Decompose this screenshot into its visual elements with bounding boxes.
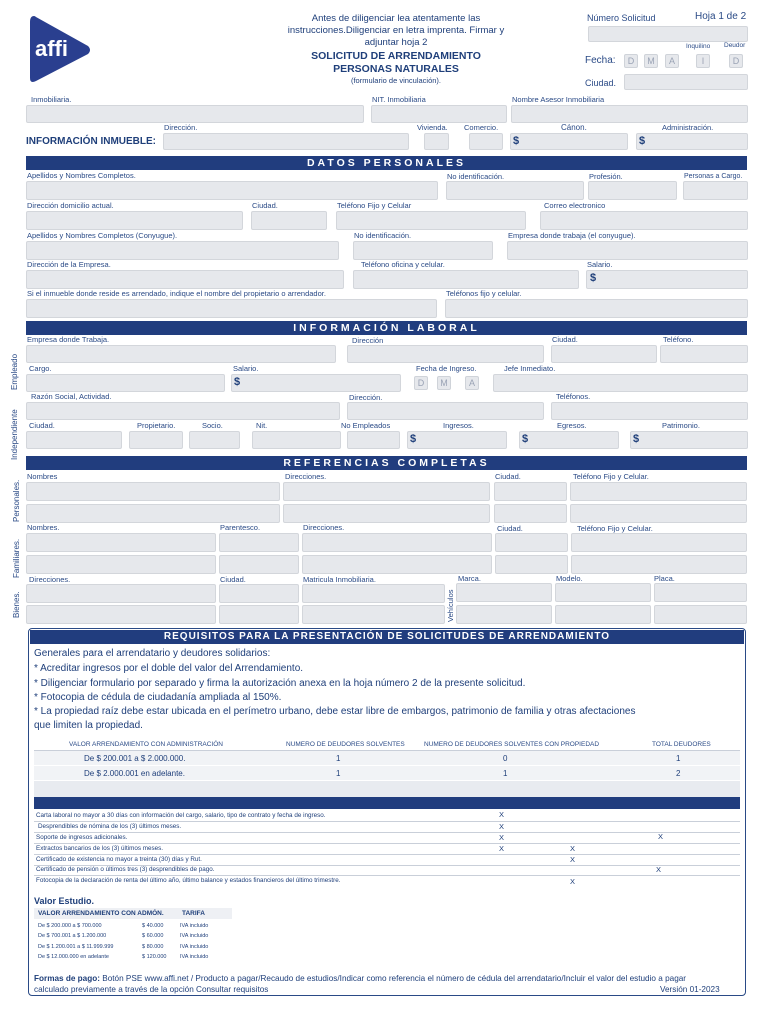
ingreso-dia-box[interactable]: D [414,376,428,390]
nit-inmobiliaria-label: NIT. Inmobiliaria [372,95,426,104]
ref-familiar-ciudad-1[interactable] [495,533,568,552]
estudio-row1-iva: IVA incluido [180,923,209,929]
estudio-row1-rango: De $ 200.000 a $ 700.000 [38,923,102,929]
row2-propiedad: 1 [503,769,508,778]
docs-header-bar [34,797,740,809]
vivienda-label: Vivienda. [417,123,448,132]
telefonos-indep-field[interactable] [551,402,748,420]
socio-field[interactable] [189,431,240,449]
apellidos-field[interactable] [26,181,438,200]
vehiculo-modelo-2[interactable] [555,605,651,624]
inquilino-box[interactable]: I [696,54,710,68]
hoja-label: Hoja 1 de 2 [695,11,747,22]
estudio-row2-iva: IVA incluido [180,933,209,939]
apellidos-conyugue-label: Apellidos y Nombres Completos (Conyugue). [27,231,178,240]
bien-direccion-1[interactable] [26,584,216,603]
salario-laboral-field[interactable] [231,374,401,392]
ingresos-label: Ingresos. [443,421,474,430]
placa-label: Placa. [654,574,675,583]
personas-cargo-field[interactable] [683,181,748,200]
direccion-indep-label: Dirección. [349,393,383,402]
formas-pago-text-1: Botón PSE www.affi.net / Producto a pagar/Recaudo de estudios/Indicar como referencia el número de cédula del arrendatario/Incluir el valor del estudio a pagar [99,974,687,983]
ref-familiar-direccion-1[interactable] [302,533,492,552]
doc-divider-3 [34,843,740,844]
ingresos-field[interactable] [407,431,507,449]
ref-familiar-telefono-1[interactable] [571,533,747,552]
comercio-label: Comercio. [464,123,499,132]
telefono-laboral-field[interactable] [660,345,748,363]
ref-familiar-direccion-2[interactable] [302,555,492,574]
apellidos-label: Apellidos y Nombres Completos. [27,171,136,180]
formas-pago [34,974,744,983]
propietario-label: Propietario. [137,421,176,430]
matricula-label: Matricula Inmobiliaria. [303,575,376,584]
formas-pago-text-2: calculado previamente a través de la opción Consultar requisitos [34,985,269,994]
referencias-bar: REFERENCIAS COMPLETAS [26,456,747,470]
th-total-deudores: TOTAL DEUDORES [652,741,711,748]
nombres-ref-label: Nombres [27,472,58,481]
doc-divider-1 [34,821,740,822]
th-valor-admin: VALOR ARRENDAMIENTO CON ADMINISTRACIÓN [69,741,223,748]
estudio-row3-iva: IVA incluido [180,944,209,950]
no-identificacion-conyugue-field[interactable] [353,241,493,260]
doc-6: Certificado de pensión o últimos tres (3) desprendibles de pago. [36,866,215,873]
instructions-line-1: Antes de diligenciar lea atentamente las [311,13,481,24]
salario-conyugue-dollar: $ [590,272,597,284]
row1-valor: De $ 200.001 a $ 2.000.000. [84,754,186,763]
affi-logo [28,14,92,86]
direcciones-ref-label: Direcciones. [285,472,327,481]
ref-personal-nombre-2[interactable] [26,504,280,523]
patrimonio-label: Patrimonio. [662,421,700,430]
ref-personal-ciudad-1[interactable] [494,482,567,501]
estudio-row3-rango: De $ 1.200.001 a $ 11.999.999 [38,944,114,950]
direccion-empresa-label: Dirección de la Empresa. [27,260,111,269]
inmueble-arrendado-label: Si el inmueble donde reside es arrendado, indique el nombre del propietario o arrendador. [27,289,326,298]
no-empleados-field[interactable] [347,431,400,449]
personales-side-label: Personales. [12,479,21,522]
telefono-oficina-label: Teléfono oficina y celular. [361,260,445,269]
empresa-conyugue-label: Empresa donde trabaja (el conyugue). [508,231,636,240]
ref-personal-telefono-1[interactable] [570,482,747,501]
ciudad-domicilio-label: Ciudad. [252,201,278,210]
cargo-field[interactable] [26,374,225,392]
vivienda-field[interactable] [424,133,449,150]
nit-indep-field[interactable] [252,431,341,449]
ref-personal-direccion-1[interactable] [283,482,490,501]
numero-solicitud-field[interactable] [588,26,748,42]
fecha-dia-box[interactable]: D [624,54,638,68]
estudio-row2-tarifa: $ 60.000 [142,933,164,939]
doc-divider-2 [34,832,740,833]
requisitos-bar: REQUISITOS PARA LA PRESENTACIÓN DE SOLICITUDES DE ARRENDAMIENTO [30,630,744,644]
ciudad-bienes-label: Ciudad. [220,575,246,584]
req-line-3: * Diligenciar formulario por separado y firma la autorización anexa en la hoja número 2 de la presente solicitud. [34,678,526,689]
patrimonio-field[interactable] [630,431,748,449]
ref-familiar-ciudad-2[interactable] [495,555,568,574]
ref-familiar-telefono-2[interactable] [571,555,747,574]
no-identificacion-label: No identificación. [447,172,505,181]
telefono-fam-label: Teléfono Fijo y Celular. [577,524,653,533]
marca-label: Marca. [458,574,481,583]
administracion-field[interactable] [636,133,748,150]
estudio-row1-tarifa: $ 40.000 [142,923,164,929]
direccion-laboral-label: Dirección [352,336,384,345]
ciudad-ref-label: Ciudad. [495,472,521,481]
doc-7: Fotocopia de la declaración de renta del último año, último balance y estados financieros del último trimestre. [36,877,341,884]
th-deudores-solventes: NUMERO DE DEUDORES SOLVENTES [286,741,405,748]
docs-header-shade [34,781,740,797]
razon-social-label: Razón Social, Actividad. [31,392,112,401]
empresa-conyugue-field[interactable] [507,241,748,260]
nombre-asesor-field[interactable] [511,105,748,123]
telefonos-fijo-field[interactable] [445,299,748,318]
egresos-dollar: $ [522,433,529,445]
no-identificacion-conyugue-label: No identificación. [354,231,412,240]
numero-solicitud-label: Número Solicitud [587,13,656,23]
estudio-row4-tarifa: $ 120.000 [142,954,167,960]
info-laboral-bar: INFORMACIÓN LABORAL [26,321,747,335]
ingresos-dollar: $ [410,433,417,445]
th-estudio-valor: VALOR ARRENDAMIENTO CON ADMÓN. [38,910,164,917]
bien-ciudad-2[interactable] [219,605,299,624]
form-subtitle: (formulario de vinculación). [350,75,442,85]
profesion-field[interactable] [588,181,677,200]
datos-personales-bar: DATOS PERSONALES [26,156,747,170]
doc-5-x1: X [570,855,576,864]
req-line-1: Generales para el arrendatario y deudores solidarios: [34,648,271,659]
ingreso-mes-box[interactable]: M [437,376,451,390]
doc-3: Soporte de ingresos adicionales. [36,834,128,841]
egresos-field[interactable] [519,431,619,449]
salario-laboral-dollar: $ [234,376,241,388]
ciudad-laboral-label: Ciudad. [552,335,578,344]
inmobiliaria-field[interactable] [26,105,364,123]
instructions-line-2: instrucciones.Diligenciar en letra imprenta. Firmar y [287,24,505,36]
fecha-label: Fecha: [585,55,616,66]
ref-familiar-nombre-1[interactable] [26,533,216,552]
bien-matricula-2[interactable] [302,605,445,624]
formas-pago-label: Formas de pago: [34,974,100,983]
canon-field[interactable] [510,133,628,150]
ciudad-indep-field[interactable] [26,431,122,449]
telefonos-indep-label: Teléfonos. [556,392,591,401]
jefe-label: Jefe Inmediato. [504,364,556,373]
doc-5: Certificado de existencia no mayor a treinta (30) días y Rut. [36,856,202,863]
correo-label: Correo electronico [544,201,606,210]
header-instructions [280,13,512,85]
doc-3-x2: X [658,832,664,841]
vehiculo-modelo-1[interactable] [555,583,651,602]
profesion-label: Profesión. [589,172,623,181]
socio-label: Socio. [202,421,223,430]
telefonos-fijo-label: Teléfonos fijo y celular. [446,289,522,298]
correo-field[interactable] [540,211,748,230]
row2-total: 2 [676,769,681,778]
empresa-trabaja-label: Empresa donde Trabaja. [27,335,110,344]
direcciones-bienes-label: Direcciones. [29,575,71,584]
vehiculo-marca-1[interactable] [456,583,552,602]
form-title-2: PERSONAS NATURALES [333,62,459,75]
empleado-side-label: Empleado [10,353,19,390]
parentesco-label: Parentesco. [220,523,261,532]
canon-dollar: $ [513,135,520,147]
ciudad-header-label: Ciudad. [585,78,617,88]
ref-familiar-parentesco-2[interactable] [219,555,299,574]
doc-1: Carta laboral no mayor a 30 días con información del cargo, salario, tipo de contrato y fecha de ingreso. [36,812,326,819]
nit-inmobiliaria-field[interactable] [371,105,507,123]
ref-familiar-nombre-2[interactable] [26,555,216,574]
nit-indep-label: Nit. [256,421,268,430]
cargo-label: Cargo. [29,364,52,373]
doc-2-x1: X [499,822,505,831]
ref-familiar-parentesco-1[interactable] [219,533,299,552]
estudio-row2-rango: De $ 700.001 a $ 1.200.000 [38,933,107,939]
doc-4: Extractos bancarios de los (3) últimos meses. [36,845,164,852]
deudor-label: Deudor [724,42,746,49]
doc-3-x1: X [499,833,505,842]
patrimonio-dollar: $ [633,433,640,445]
estudio-row3-tarifa: $ 80.000 [142,944,164,950]
ciudad-laboral-field[interactable] [551,345,657,363]
vehiculo-marca-2[interactable] [456,605,552,624]
req-line-2: * Acreditar ingresos por el doble del valor del Arrendamiento. [34,663,304,674]
form-title-1: SOLICITUD DE ARRENDAMIENTO [311,49,481,62]
logo-text: affi [35,36,68,61]
independiente-side-label: Independiente [10,409,19,460]
fecha-ingreso-label: Fecha de Ingreso. [416,364,477,373]
propietario-field[interactable] [129,431,183,449]
vehiculo-placa-2[interactable] [654,605,747,624]
doc-divider-4 [34,854,740,855]
row1-total: 1 [676,754,681,763]
inquilino-label: Inquilino [686,43,711,50]
direccion-inmueble-field[interactable] [163,133,409,150]
doc-6-x1: X [656,865,662,874]
req-line-5: * La propiedad raíz debe estar ubicada en el perímetro urbano, debe estar libre de embargos, patrimonio de familia y otras afectaciones [34,706,636,717]
bien-matricula-1[interactable] [302,584,445,603]
egresos-label: Egresos. [557,421,587,430]
direccion-inmueble-label: Dirección. [164,123,198,132]
bien-ciudad-1[interactable] [219,584,299,603]
instructions-line-3: adjuntar hoja 2 [364,36,428,48]
administracion-label: Administración. [662,123,714,132]
direccion-indep-field[interactable] [347,402,544,420]
direcciones-fam-label: Direcciones. [303,523,345,532]
administracion-dollar: $ [639,135,646,147]
estudio-row4-iva: IVA incluido [180,954,209,960]
nombres-fam-label: Nombres. [27,523,60,532]
deudor-box[interactable]: D [729,54,743,68]
ref-personal-telefono-2[interactable] [570,504,747,523]
salario-conyugue-label: Salario. [587,260,613,269]
nombre-asesor-label: Nombre Asesor Inmobiliaria [512,95,605,104]
direccion-empresa-field[interactable] [26,270,344,289]
direccion-domicilio-label: Dirección domicilio actual. [27,201,114,210]
direccion-laboral-field[interactable] [347,345,544,363]
fecha-mes-box[interactable]: M [644,54,658,68]
ref-personal-direccion-2[interactable] [283,504,490,523]
doc-4-x2: X [570,844,576,853]
doc-1-x1: X [499,810,505,819]
th-estudio-tarifa: TARIFA [182,910,205,917]
version-label: Versión 01-2023 [660,985,720,994]
ciudad-fam-label: Ciudad. [497,524,523,533]
telefono-fijo-label: Teléfono Fijo y Celular [337,201,412,210]
doc-4-x1: X [499,844,505,853]
row2-solventes: 1 [336,769,341,778]
inmueble-arrendado-field[interactable] [26,299,437,318]
salario-laboral-label: Salario. [233,364,259,373]
vehiculo-placa-1[interactable] [654,583,747,602]
th-deudores-propiedad: NUMERO DE DEUDORES SOLVENTES CON PROPIEDAD [424,741,600,748]
ingreso-ano-box[interactable]: A [465,376,479,390]
info-inmueble-label: INFORMACIÓN INMUEBLE: [26,136,156,147]
doc-2: Desprendibles de nómina de los (3) últimos meses. [38,823,182,830]
req-line-4: * Fotocopia de cédula de ciudadanía ampliada al 150%. [34,692,282,703]
modelo-label: Modelo. [556,574,583,583]
req-line-6: que limiten la propiedad. [34,720,143,731]
valor-estudio-title: Valor Estudio. [34,896,95,906]
direccion-domicilio-field[interactable] [26,211,243,230]
doc-divider-6 [34,875,740,876]
telefono-oficina-field[interactable] [353,270,579,289]
apellidos-conyugue-field[interactable] [26,241,339,260]
row2-valor: De $ 2.000.001 en adelante. [84,769,185,778]
razon-social-field[interactable] [26,402,340,420]
familiares-side-label: Familiares. [12,538,21,578]
personas-cargo-label: Personas a Cargo. [684,173,743,180]
ciudad-indep-label: Ciudad. [29,421,55,430]
jefe-field[interactable] [493,374,748,392]
estudio-row4-rango: De $ 12.000.000 en adelante [38,954,109,960]
salario-conyugue-field[interactable] [586,270,748,289]
telefono-ref-label: Teléfono Fijo y Celular. [573,472,649,481]
empresa-trabaja-field[interactable] [26,345,336,363]
no-empleados-label: No Empleados [341,421,391,430]
ciudad-header-field[interactable] [624,74,748,90]
vehiculos-side-label: Vehículos [446,589,455,622]
bienes-side-label: Bienes. [12,591,21,618]
doc-7-x1: X [570,877,576,886]
telefono-fijo-field[interactable] [336,211,526,230]
canon-label: Cánon. [561,123,587,132]
comercio-field[interactable] [469,133,503,150]
ref-personal-nombre-1[interactable] [26,482,280,501]
ref-personal-ciudad-2[interactable] [494,504,567,523]
row1-propiedad: 0 [503,754,508,763]
fecha-ano-box[interactable]: A [665,54,679,68]
row1-solventes: 1 [336,754,341,763]
telefono-laboral-label: Teléfono. [663,335,694,344]
bien-direccion-2[interactable] [26,605,216,624]
ciudad-domicilio-field[interactable] [251,211,327,230]
no-identificacion-field[interactable] [446,181,584,200]
inmobiliaria-label: Inmobiliaria. [31,95,72,104]
